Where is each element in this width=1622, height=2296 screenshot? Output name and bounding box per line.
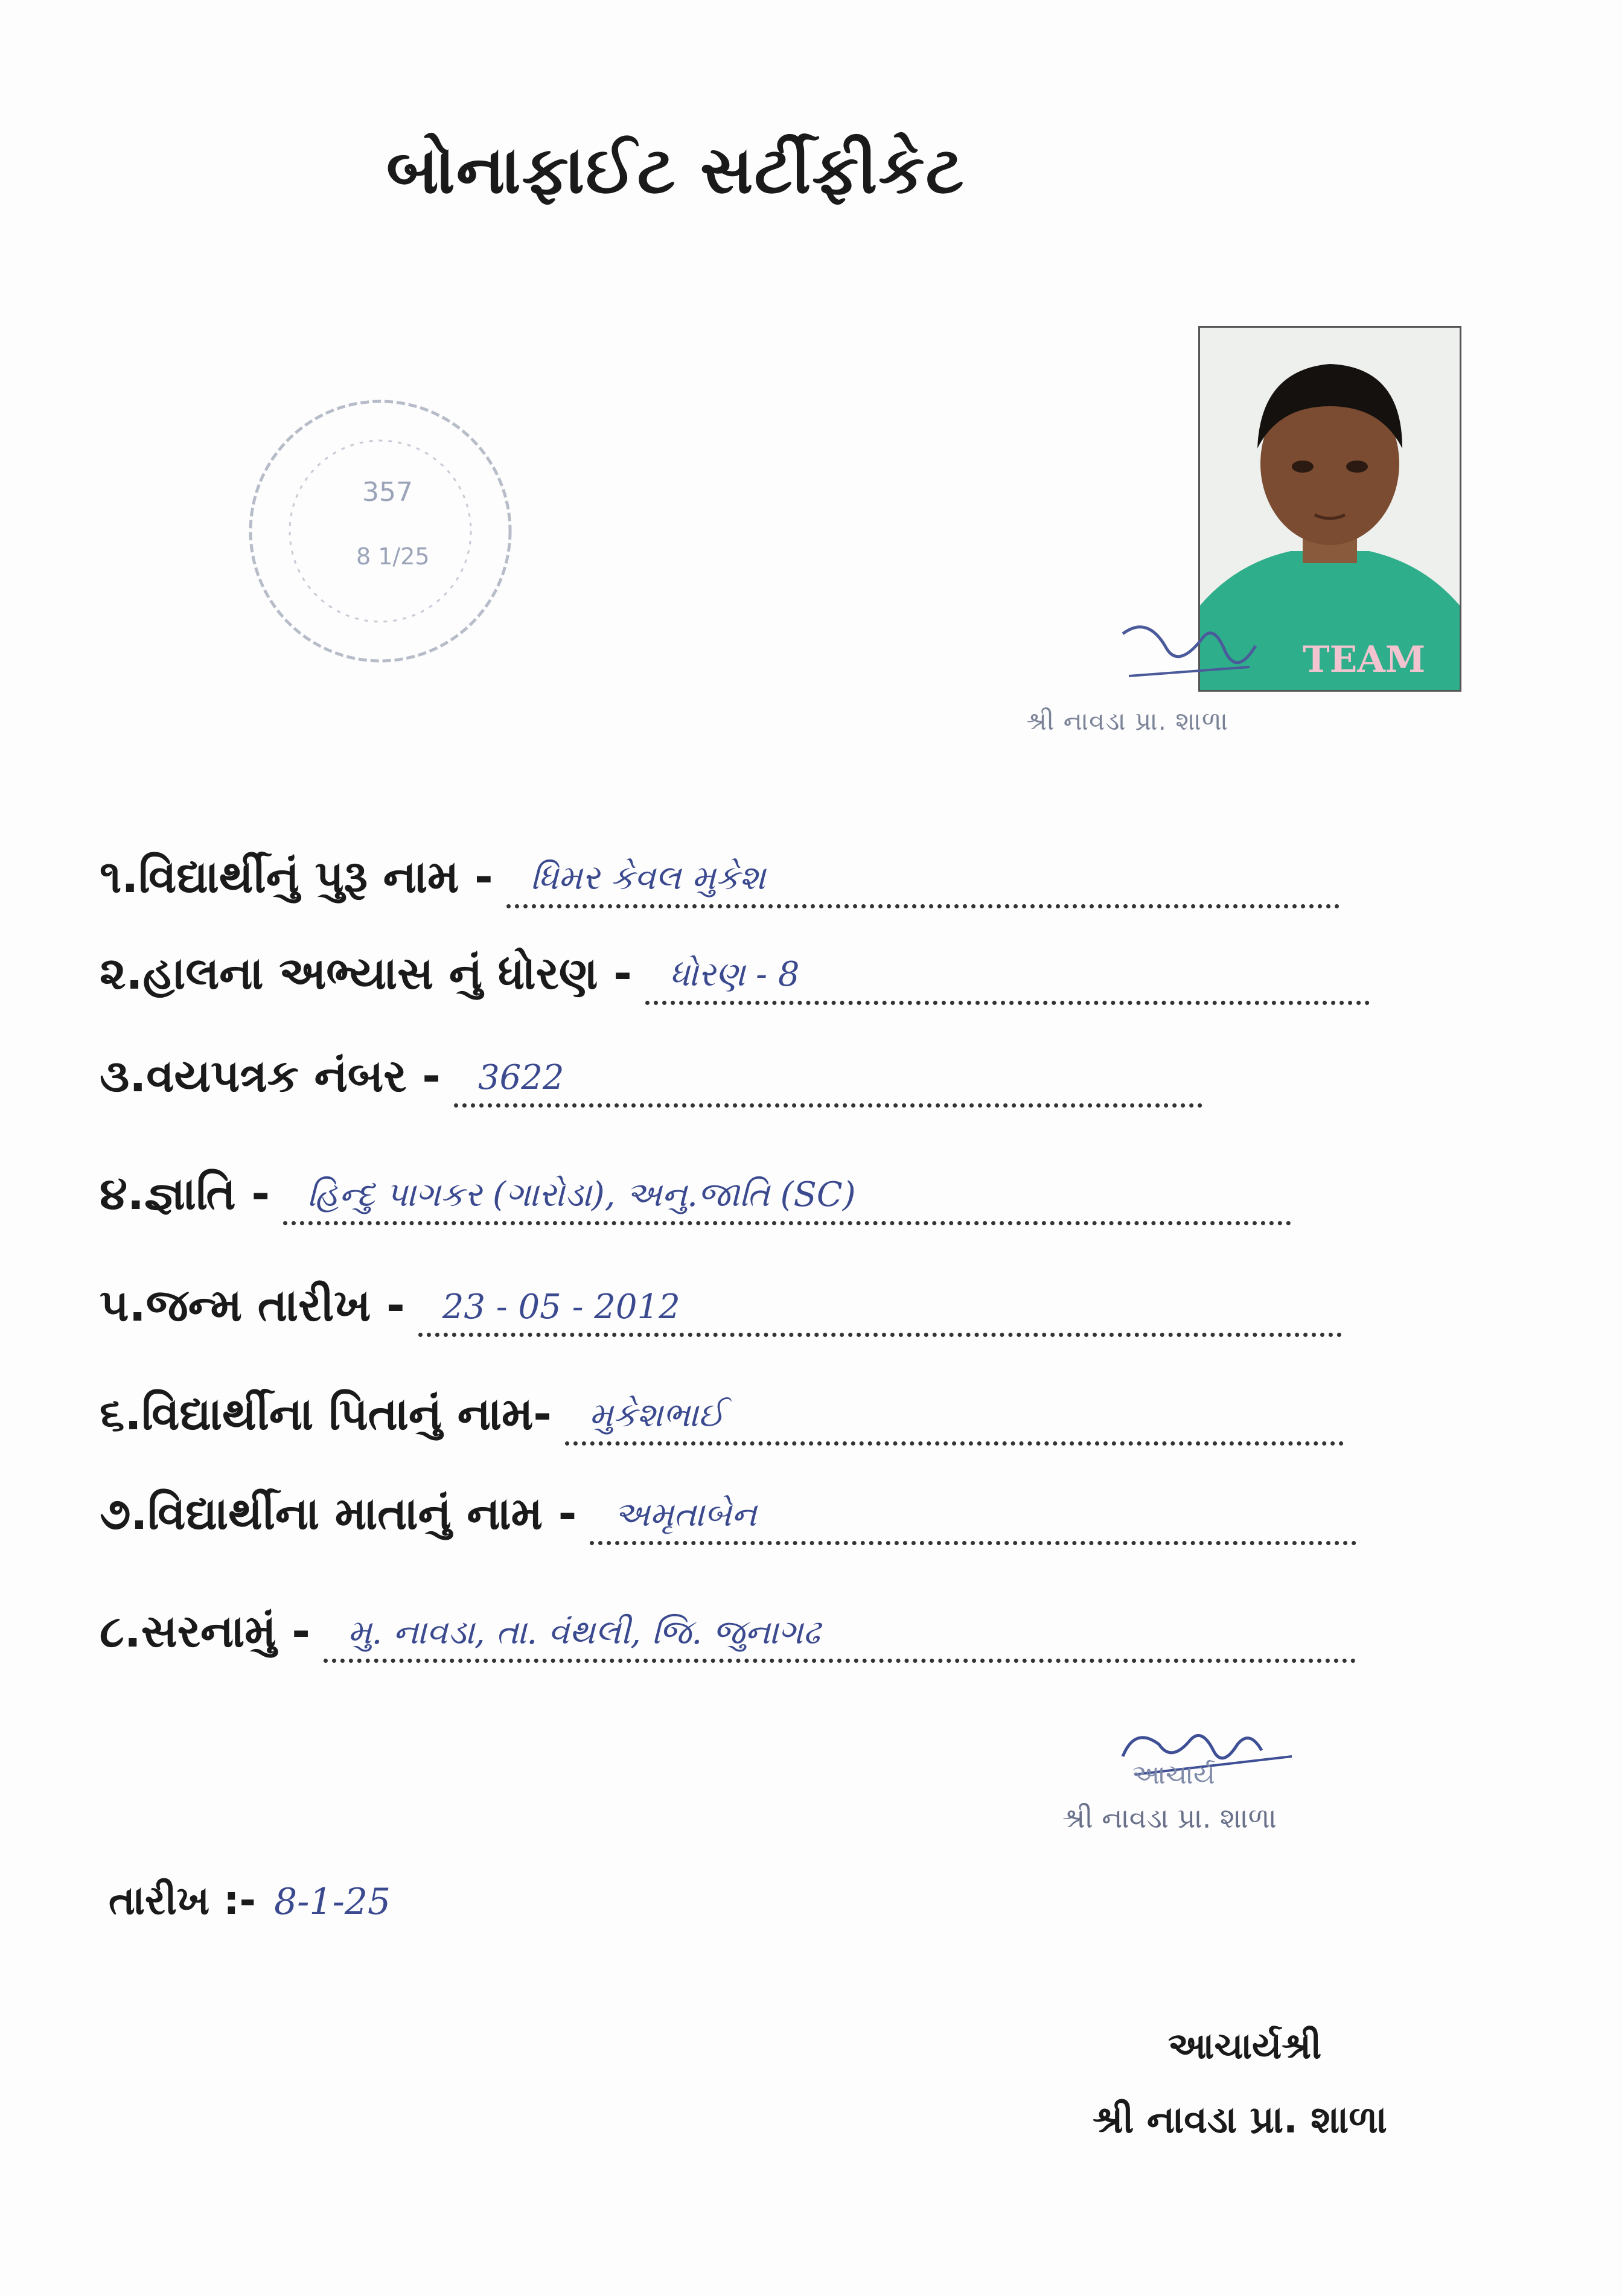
field-register-number [100,1041,1202,1108]
field-label: ૪.જ્ઞાતિ - [100,1168,270,1220]
field-label: ૨.હાલના અભ્યાસ નું ધોરણ - [100,948,632,1000]
photo-school-stamp: શ્રી નાવડા પ્રા. શાળા [1026,706,1229,736]
date-label: તારીખ :- [109,1877,256,1924]
field-value: હિન્દુ પાગકર (ગારોડા), અનુ.જાતિ (SC) [307,1175,856,1214]
field-caste [100,1159,1291,1225]
date-value: 8-1-25 [273,1881,391,1923]
date-row [109,1877,391,1925]
field-label: ૬.વિદ્યાર્થીના પિતાનું નામ- [100,1388,552,1440]
field-value: ધોરણ - 8 [669,955,800,994]
field-value-line [590,1475,1356,1545]
field-label: ૫.જન્મ તારીખ - [100,1280,405,1331]
certificate-title: બોનાફાઈટ સર્ટીફીકેટ [386,133,965,208]
field-value-line [418,1266,1342,1337]
field-value-line [506,838,1339,908]
field-birth-date [100,1271,1342,1337]
field-label: ૩.વયપત્રક નંબર - [100,1050,441,1102]
field-father-name [100,1379,1344,1446]
signature-role: આચાર્ય [1132,1759,1215,1790]
field-value-line [454,1037,1202,1108]
field-value: મુ. નાવડા, તા. વંથલી, જિ. જુનાગઢ [348,1613,820,1652]
stamp-date: 8 1/25 [356,543,430,570]
field-value-line [645,934,1370,1005]
footer-principal: આચાર્યશ્રી [1168,2025,1322,2067]
shirt-text: TEAM [1303,639,1426,681]
stamp-number: 357 [362,477,413,508]
field-student-name [100,842,1339,908]
signature-school: શ્રી નાવડા પ્રા. શાળા [1062,1802,1277,1834]
field-value: મુકેશભાઈ [589,1395,724,1435]
field-label: ૮.સરનામું - [100,1606,310,1657]
school-stamp [241,392,519,670]
field-value-line [565,1375,1344,1446]
field-value: અમૃતાબેન [614,1495,757,1534]
field-value: 23 - 05 - 2012 [442,1287,680,1327]
field-value: ધિમર કેવલ મુકેશ [530,858,766,898]
field-value-line [283,1155,1291,1225]
field-label: ૧.વિદ્યાર્થીનું પુરૂ નામ - [100,851,493,903]
field-mother-name [100,1479,1356,1545]
field-address [100,1596,1356,1663]
field-value-line [324,1592,1356,1663]
field-value: 3622 [477,1058,564,1097]
photo-signature [1111,610,1268,694]
field-standard [100,939,1370,1005]
footer-school: શ્રી નાવડા પ્રા. શાળા [1093,2097,1387,2141]
field-label: ૭.વિદ્યાર્થીના માતાનું નામ - [100,1488,577,1540]
